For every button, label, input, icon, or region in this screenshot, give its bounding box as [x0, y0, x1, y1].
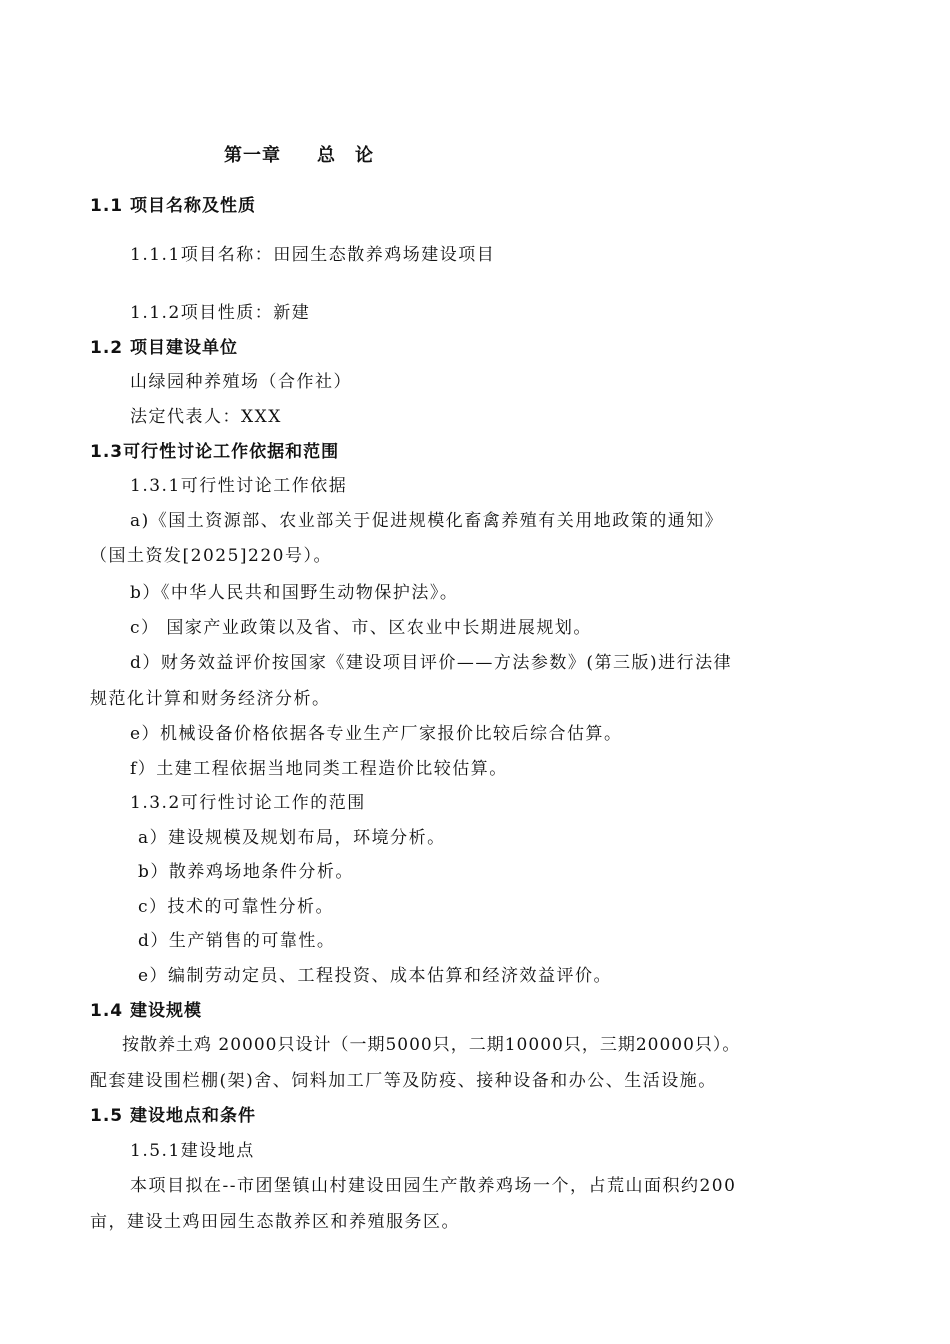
location-paragraph-line2: 亩，建设土鸡田园生态散养区和养殖服务区。: [90, 1212, 460, 1232]
scope-item-d: d）生产销售的可靠性。: [138, 931, 336, 951]
scope-item-a: a）建设规模及规划布局，环境分析。: [138, 828, 446, 848]
section-heading-1-4: 1.4 建设规模: [90, 1001, 203, 1021]
scale-paragraph-line1: 按散养土鸡 20000只设计（一期5000只，二期10000只，三期20000只）。: [122, 1035, 741, 1055]
basis-item-f: f）土建工程依据当地同类工程造价比较估算。: [130, 759, 508, 779]
section-heading-1-1: 1.1 项目名称及性质: [90, 196, 257, 216]
basis-item-a-line1: a)《国土资源部、农业部关于促进规模化畜禽养殖有关用地政策的通知》: [130, 511, 724, 531]
chapter-number: 第一章: [224, 145, 281, 166]
legal-representative: 法定代表人：XXX: [130, 407, 282, 427]
section-heading-1-5: 1.5 建设地点和条件: [90, 1106, 257, 1126]
scope-item-b: b）散养鸡场地条件分析。: [138, 862, 354, 882]
project-nature: 1.1.2项目性质：新建: [130, 303, 311, 323]
section-heading-1-2: 1.2 项目建设单位: [90, 338, 239, 358]
construction-unit: 山绿园种养殖场（合作社）: [130, 372, 352, 392]
scope-item-c: c）技术的可靠性分析。: [138, 897, 335, 917]
basis-item-e: e）机械设备价格依据各专业生产厂家报价比较后综合估算。: [130, 724, 623, 744]
scope-title: 1.3.2可行性讨论工作的范围: [130, 793, 366, 813]
project-name: 1.1.1项目名称：田园生态散养鸡场建设项目: [130, 245, 496, 265]
location-title: 1.5.1建设地点: [130, 1141, 255, 1161]
basis-item-d-line1: d）财务效益评价按国家《建设项目评价——方法参数》(第三版)进行法律: [130, 653, 733, 673]
basis-item-a-line2: （国土资发[2025]220号）。: [90, 546, 332, 566]
basis-item-b: b）《中华人民共和国野生动物保护法》。: [130, 583, 459, 603]
location-paragraph-line1: 本项目拟在--市团堡镇山村建设田园生产散养鸡场一个，占荒山面积约200: [130, 1176, 737, 1196]
section-heading-1-3: 1.3可行性讨论工作依据和范围: [90, 442, 340, 462]
basis-item-c: c） 国家产业政策以及省、市、区农业中长期进展规划。: [130, 618, 592, 638]
scale-paragraph-line2: 配套建设围栏棚(架)舍、饲料加工厂等及防疫、接种设备和办公、生活设施。: [90, 1071, 717, 1091]
basis-title: 1.3.1可行性讨论工作依据: [130, 476, 348, 496]
chapter-name: 总 论: [317, 145, 374, 166]
scope-item-e: e）编制劳动定员、工程投资、成本估算和经济效益评价。: [138, 966, 613, 986]
chapter-title: [224, 146, 374, 166]
basis-item-d-line2: 规范化计算和财务经济分析。: [90, 689, 331, 709]
